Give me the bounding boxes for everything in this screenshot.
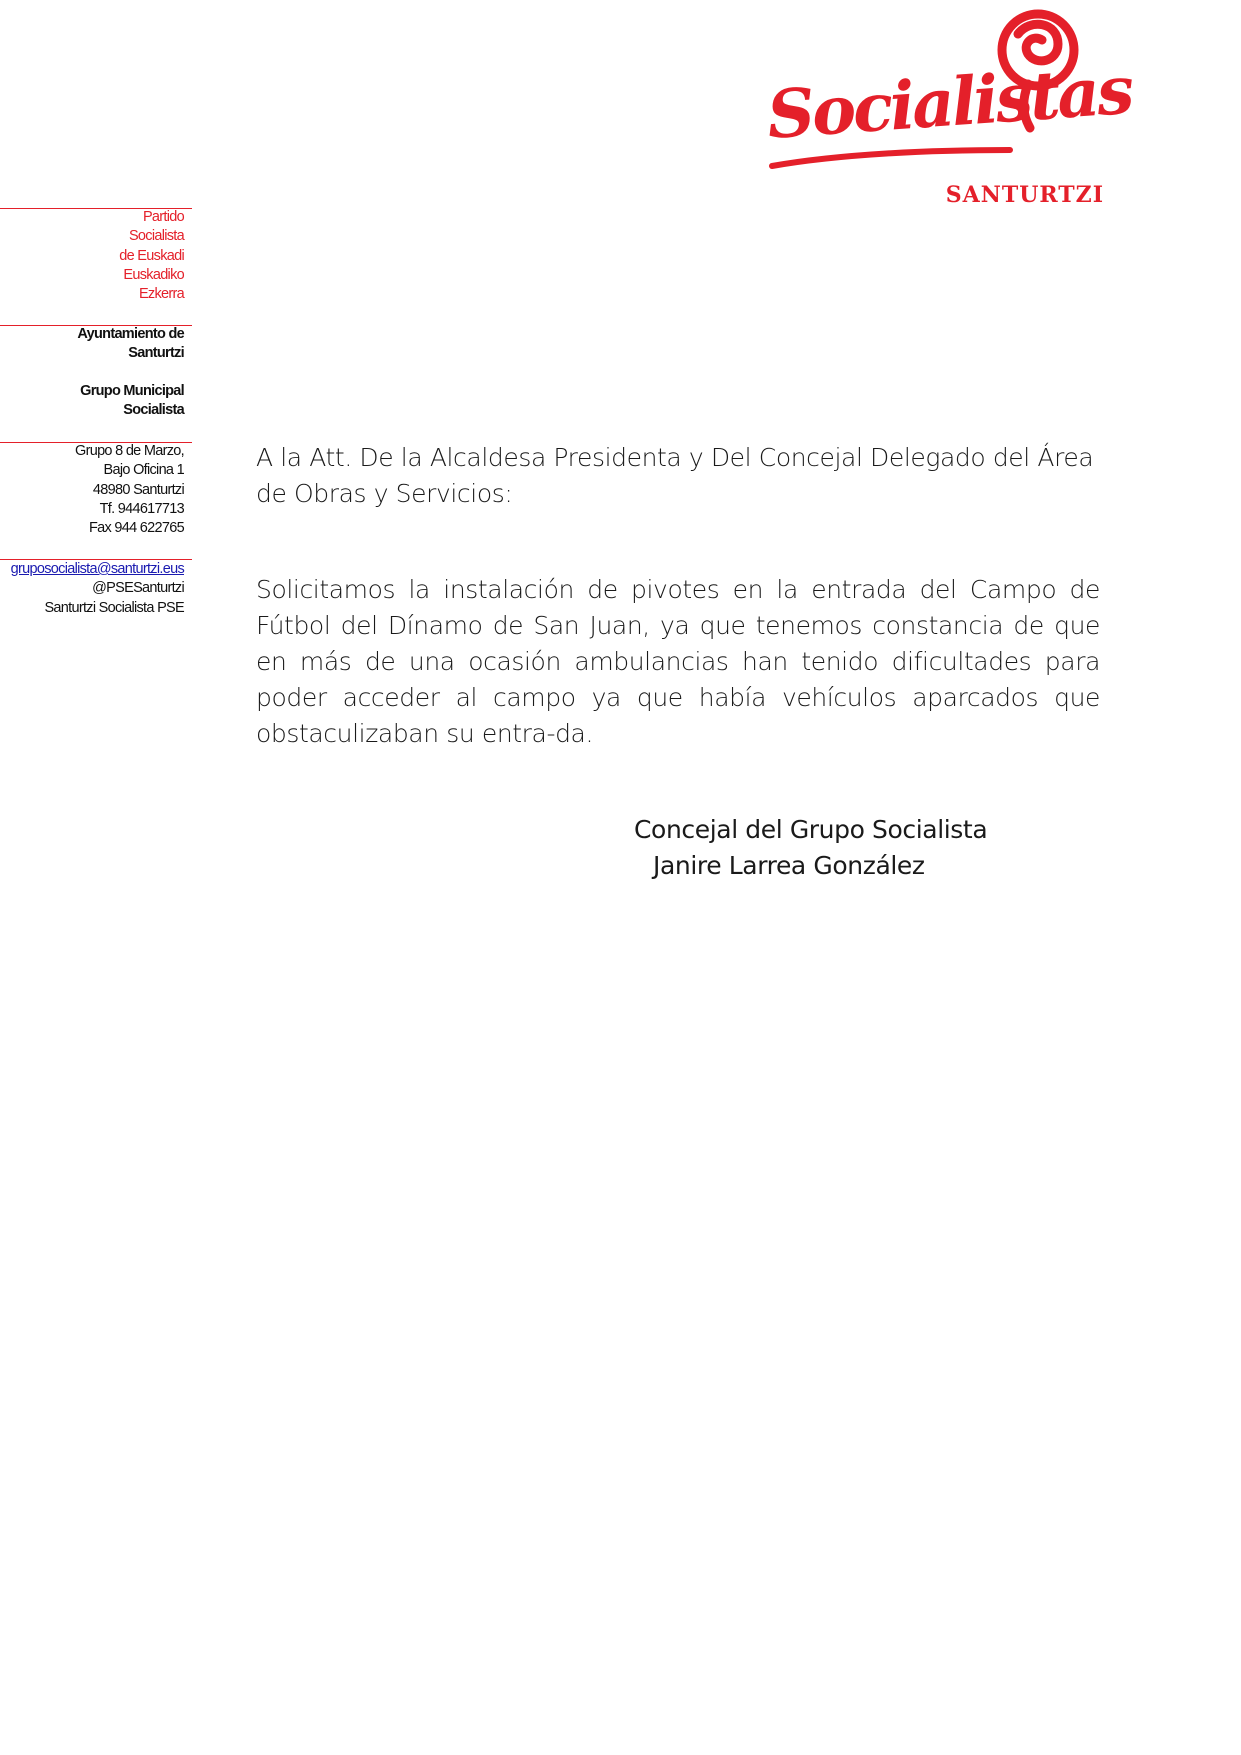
party-line: de Euskadi xyxy=(119,247,184,264)
group-name xyxy=(80,382,184,421)
address-line: Bajo Oficina 1 xyxy=(103,462,184,479)
council-line: Ayuntamiento de xyxy=(77,326,184,342)
council-name xyxy=(77,325,184,364)
party-line: Ezkerra xyxy=(138,286,184,303)
logo-wordmark: Socialistas xyxy=(764,50,1134,154)
address-line: 48980 Santurtzi xyxy=(92,481,184,498)
addressee-paragraph: A la Att. De la Alcaldesa Presidenta y Del Concejal Delegado del Área de Obras y Servicios: xyxy=(256,443,1094,508)
party-line: Socialista xyxy=(128,228,184,245)
council-line: Santurtzi xyxy=(128,345,184,362)
party-name xyxy=(119,208,184,304)
party-line: Euskadiko xyxy=(123,266,184,283)
party-logo xyxy=(760,4,1134,210)
address-line: Tf. 944617713 xyxy=(99,500,184,517)
group-line: Socialista xyxy=(123,402,184,419)
group-line: Grupo Municipal xyxy=(80,383,184,399)
request-paragraph: Solicitamos la instalación de pivotes en la entrada del Campo de Fútbol del Dínamo de San Juan, ya que tenemos constancia de que en más de una ocasión ambulancias han tenido dificultades para poder acceder al campo ya que había vehículos aparcados que obstaculizaban su entra-da. xyxy=(256,575,1100,748)
social-line: @PSESanturtzi xyxy=(92,580,184,597)
social-line: Santurtzi Socialista PSE xyxy=(44,599,184,616)
signature-name: Janire Larrea González xyxy=(653,851,925,880)
logo-subtitle: SANTURTZI xyxy=(945,182,1104,208)
address-line: Grupo 8 de Marzo, xyxy=(75,443,184,459)
email-link[interactable]: gruposocialista@santurtzi.eus xyxy=(10,561,184,577)
signature-title: Concejal del Grupo Socialista xyxy=(634,815,988,844)
address-line: Fax 944 622765 xyxy=(88,520,184,537)
address-block xyxy=(75,442,184,538)
party-line: Partido xyxy=(142,209,184,225)
contact-block xyxy=(11,560,184,618)
